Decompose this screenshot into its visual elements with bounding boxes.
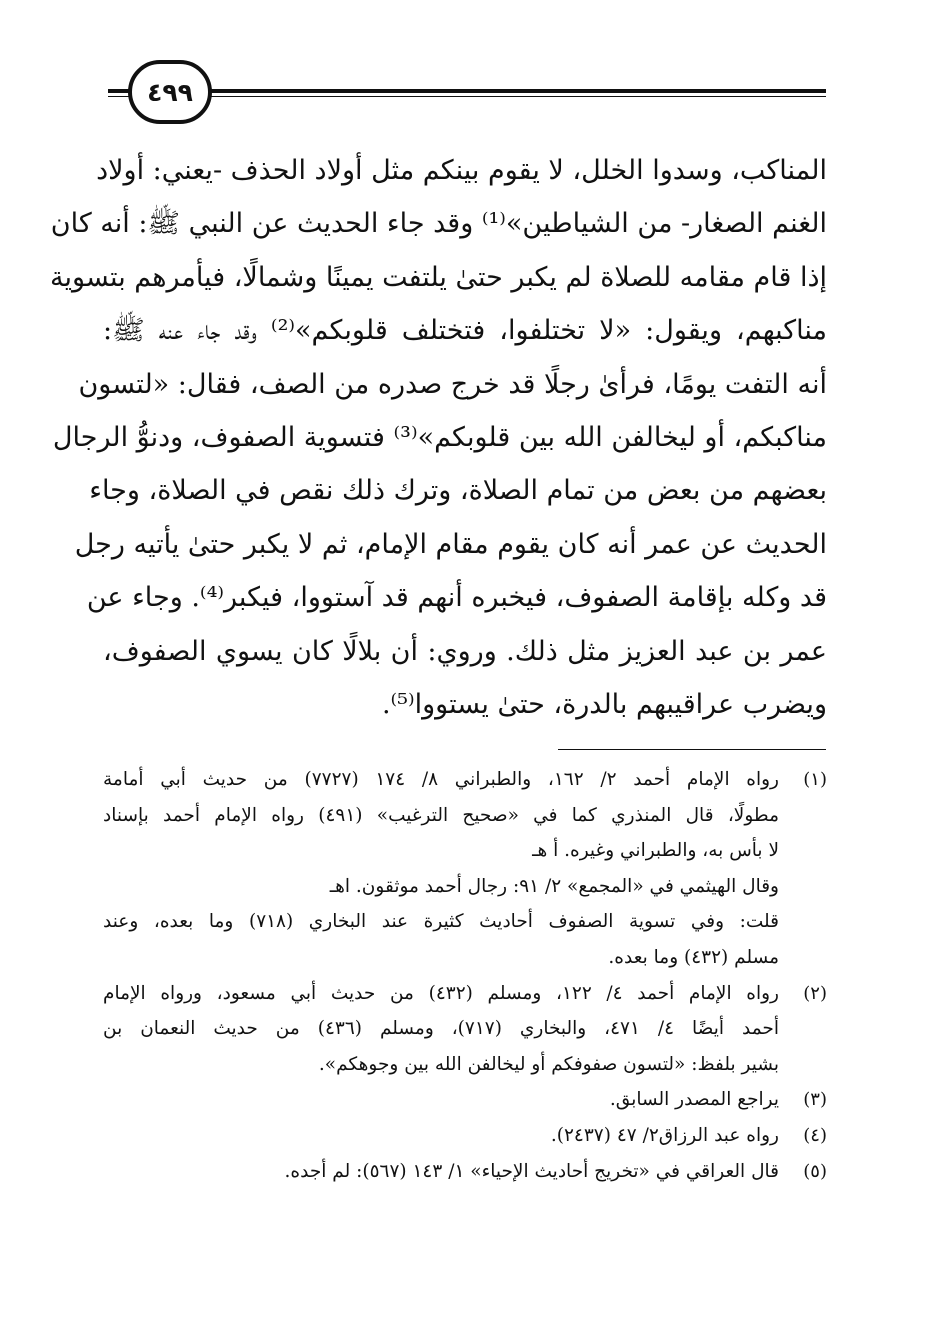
text-line: الغنم الصغار- من الشياطين»⁽¹⁾ وقد جاء الحديث عن النبي ﷺ: أنه كان — [50, 208, 827, 240]
footnote-number: (١) — [803, 769, 827, 790]
footnote-number: (٢) — [803, 982, 827, 1004]
page-header — [0, 0, 932, 130]
footnote-line: قلت: وفي تسوية الصفوف أحاديث كثيرة عند البخاري (٧١٨) وما بعده، وعند — [103, 911, 779, 933]
footnote-line: يراجع المصدر السابق. — [609, 1089, 779, 1111]
text-line: مناكبهم، ويقول: «لا تختلفوا، فتختلف قلوبكم»⁽²⁾ وقد جاء عنه ﷺ: — [103, 315, 827, 347]
footnote-2 — [103, 976, 827, 1083]
footnote-line: مسلم (٤٣٢) وما بعده. — [608, 946, 779, 968]
page-number: ٤٩٩ — [147, 77, 193, 107]
text-line: مناكبكم، أو ليخالفن الله بين قلوبكم»⁽³⁾ فتسوية الصفوف، ودنوُّ الرجال — [52, 421, 827, 453]
main-text — [50, 144, 827, 731]
footnote-3 — [103, 1082, 827, 1118]
text-line: إذا قام مقامه للصلاة لم يكبر حتىٰ يلتفت يمينًا وشمالًا، فيأمرهم بتسوية — [50, 261, 827, 293]
footnote-line: وقال الهيثمي في «المجمع» ٢/ ٩١: رجال أحمد موثقون. اهـ — [329, 875, 779, 897]
footnote-number: (٥) — [803, 1160, 827, 1182]
footnotes — [103, 762, 827, 1189]
footnote-line: لا بأس به، والطبراني وغيره. أ هـ — [532, 840, 779, 862]
footnote-number: (٤) — [803, 1124, 827, 1146]
footnote-divider — [558, 749, 826, 750]
footnote-line: قال العراقي في «تخريج أحاديث الإحياء» ١/ ١٤٣ (٥٦٧): لم أجده. — [284, 1160, 779, 1182]
text-line: الحديث عن عمر أنه كان يقوم مقام الإمام، ثم لا يكبر حتىٰ يأتيه رجل — [74, 528, 827, 560]
text-line: ويضرب عراقيبهم بالدرة، حتىٰ يستووا⁽⁵⁾. — [381, 688, 827, 720]
footnote-1 — [103, 762, 827, 976]
text-line: عمر بن عبد العزيز مثل ذلك. وروي: أن بلالًا كان يسوي الصفوف، — [103, 635, 827, 667]
footnote-line: رواه الإمام أحمد ٤/ ١٢٢، ومسلم (٤٣٢) من حديث أبي مسعود، ورواه الإمام — [103, 982, 779, 1004]
text-line: أنه التفت يومًا، فرأىٰ رجلًا قد خرج صدره من الصف، فقال: «لتسون — [78, 368, 827, 400]
header-rule-thin — [108, 96, 826, 97]
text-line: بعضهم من بعض من تمام الصلاة، وترك ذلك نقص في الصلاة، وجاء — [89, 475, 827, 507]
footnote-line: رواه الإمام أحمد ٢/ ١٦٢، والطبراني ٨/ ١٧٤ (٧٧٢٧) من حديث أبي أمامة — [103, 769, 779, 790]
footnote-number: (٣) — [803, 1089, 827, 1111]
footnote-line: رواه عبد الرزاق٢/ ٤٧ (٢٤٣٧). — [550, 1124, 779, 1146]
footnote-line: مطولًا، قال المنذري كما في «صحيح الترغيب» (٤٩١) رواه الإمام أحمد بإسناد — [103, 804, 779, 826]
header-rule — [108, 89, 826, 93]
text-line: قد وكله بإقامة الصفوف، فيخبره أنهم قد آستووا، فيكبر⁽⁴⁾. وجاء عن — [86, 582, 827, 614]
text-line: المناكب، وسدوا الخلل، لا يقوم بينكم مثل أولاد الحذف -يعني: أولاد — [96, 155, 827, 186]
footnote-5 — [103, 1154, 827, 1190]
footnote-4 — [103, 1118, 827, 1154]
footnote-line: بشير بلفظ: «لتسون صفوفكم أو ليخالفن الله بين وجوهكم». — [318, 1053, 779, 1075]
page-number-badge — [128, 60, 212, 124]
footnote-line: أحمد أيضًا ٤/ ٤٧١، والبخاري (٧١٧)، ومسلم (٤٣٦) من حديث النعمان بن — [103, 1018, 779, 1040]
